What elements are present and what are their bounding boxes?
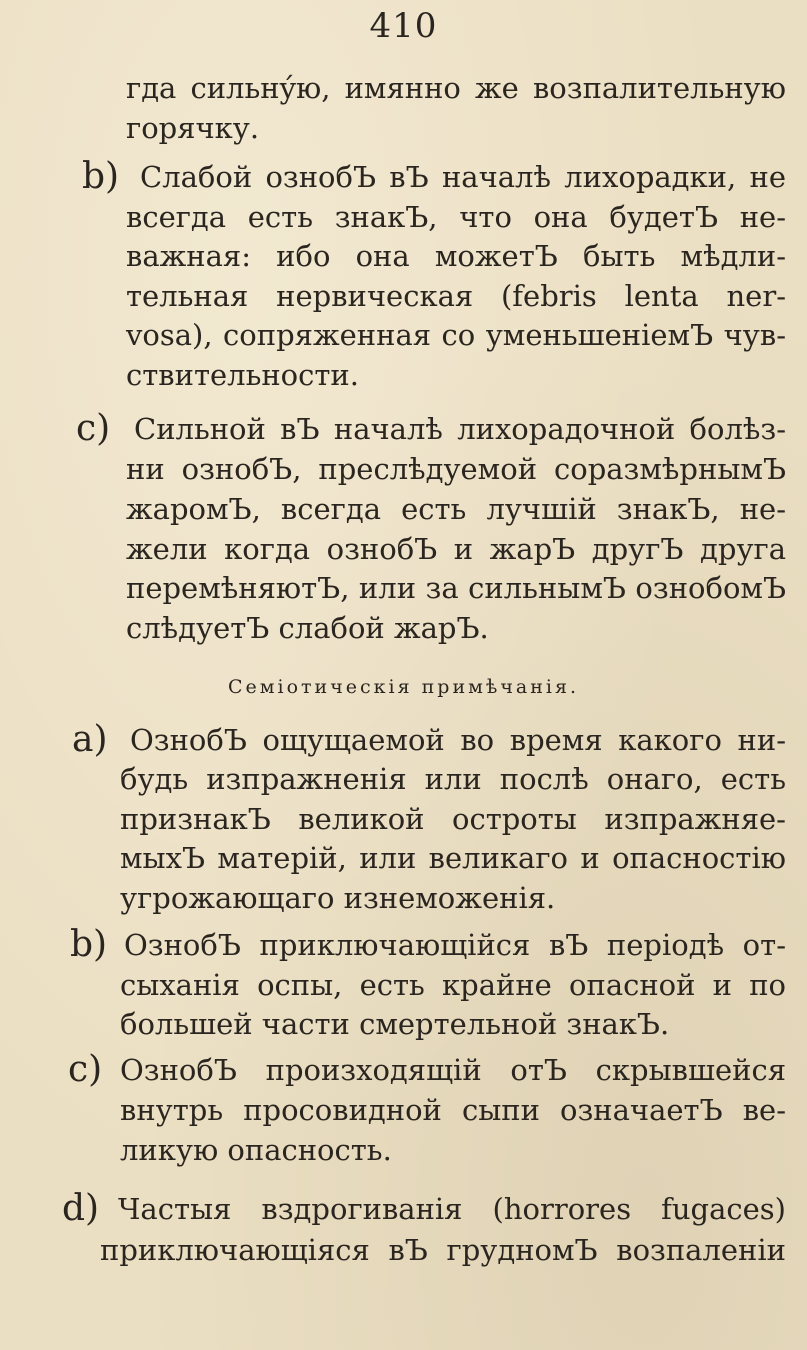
- text-line: мыхЪ матерiй, или великаго и опасностiю: [120, 841, 786, 875]
- text-line: признакЪ великой остроты изпражняе-: [120, 802, 786, 836]
- text-line: жаромЪ, всегда есть лучшiй знакЪ, не-: [126, 492, 786, 526]
- text-line: приключающiяся вЪ грудномЪ возпаленiи: [100, 1233, 786, 1267]
- text-line: Слабой ознобЪ вЪ началѣ лихорадки, не: [140, 160, 786, 194]
- text-line: важная: ибо она можетЪ быть мѣдли-: [126, 239, 786, 273]
- text-line: внутрь просовидной сыпи означаетЪ ве-: [120, 1093, 786, 1127]
- text-line: ликую опасность.: [120, 1133, 392, 1167]
- text-line: vosa), сопряженная со уменьшенiемЪ чув-: [126, 318, 786, 352]
- text-line: гда сильнýю, имянно же возпалительную: [126, 71, 786, 105]
- section-heading: Семiотическiя примѣчанiя.: [227, 676, 580, 698]
- text-line: ствительности.: [126, 358, 359, 392]
- text-line: всегда есть знакЪ, что она будетЪ не-: [126, 200, 786, 234]
- text-line: перемѣняютЪ, или за сильнымЪ ознобомЪ: [126, 571, 786, 605]
- text-line: жели когда ознобЪ и жарЪ другЪ друга: [126, 532, 786, 566]
- text-line: горячку.: [126, 111, 260, 145]
- note-marker-c: c): [68, 1049, 103, 1090]
- page-number: 410: [369, 6, 438, 46]
- text-line: большей части смертельной знакЪ.: [120, 1007, 670, 1041]
- text-line: угрожающаго изнеможенiя.: [120, 881, 556, 915]
- text-line: Частыя вздрогиванiя (horrores fugaces): [118, 1192, 786, 1226]
- text-line: тельная нервическая (febris lenta ner-: [126, 279, 786, 313]
- paragraph-marker-c: c): [76, 408, 111, 449]
- text-line: Сильной вЪ началѣ лихорадочной болѣз-: [134, 412, 786, 446]
- note-marker-b: b): [70, 924, 108, 965]
- paragraph-marker-b: b): [82, 156, 120, 197]
- note-marker-a: a): [72, 719, 108, 760]
- text-line: ни ознобЪ, преслѣдуемой соразмѣрнымЪ: [126, 452, 786, 486]
- text-line: ОзнобЪ произходящiй отЪ скрывшейся: [120, 1053, 786, 1087]
- note-marker-d: d): [62, 1188, 100, 1229]
- text-line: будь изпражненiя или послѣ онаго, есть: [120, 762, 786, 796]
- text-line: слѣдуетЪ слабой жарЪ.: [126, 611, 489, 645]
- text-line: сыханiя оспы, есть крайне опасной и по: [120, 968, 786, 1002]
- text-line: ОзнобЪ приключающiйся вЪ перiодѣ от-: [124, 928, 786, 962]
- text-line: ОзнобЪ ощущаемой во время какого ни-: [130, 723, 786, 757]
